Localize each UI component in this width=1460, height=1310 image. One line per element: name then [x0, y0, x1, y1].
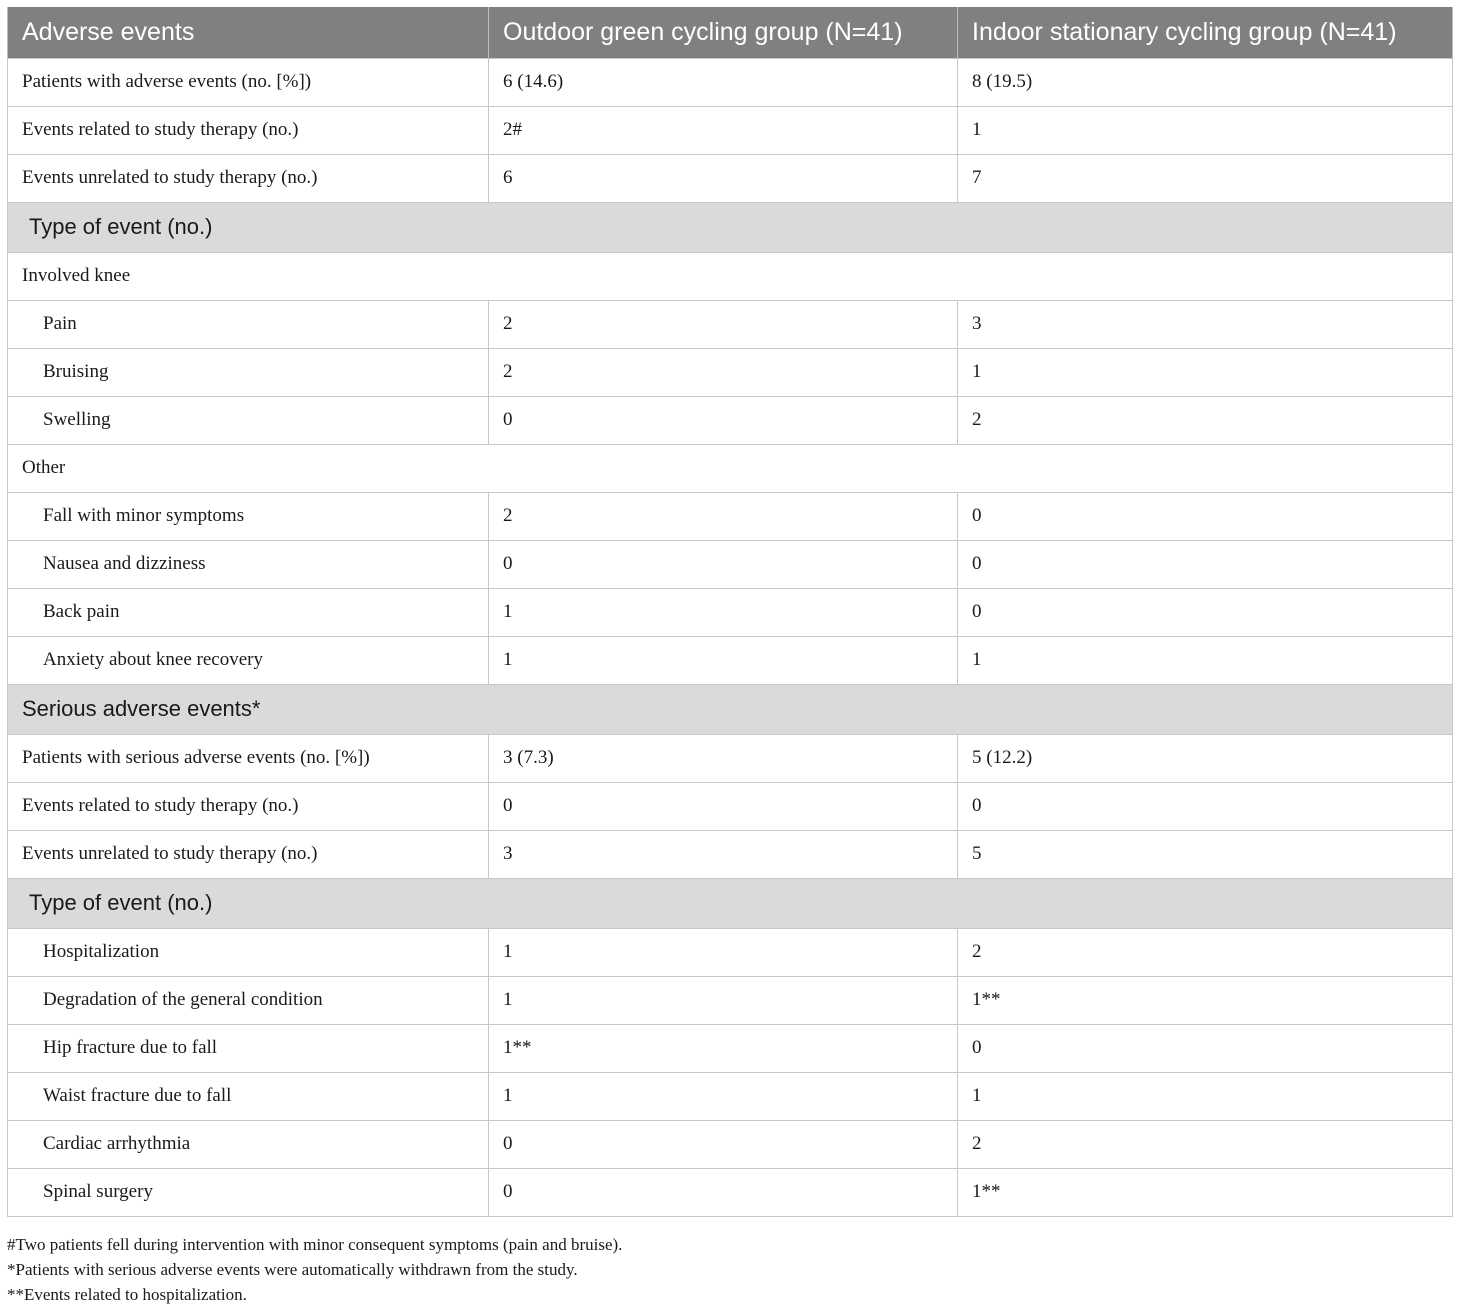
row-label: Pain	[8, 300, 489, 348]
indoor-value: 1	[958, 348, 1453, 396]
header-adverse-events: Adverse events	[8, 7, 489, 58]
table-row	[8, 1168, 1453, 1216]
footnote-asterisk: *Patients with serious adverse events were automatically withdrawn from the study.	[7, 1260, 578, 1279]
outdoor-value: 6 (14.6)	[489, 58, 958, 106]
table-row	[8, 636, 1453, 684]
subgroup-label-involved-knee: Involved knee	[8, 252, 1453, 300]
indoor-value: 1**	[958, 1168, 1453, 1216]
indoor-value: 0	[958, 588, 1453, 636]
indoor-value: 7	[958, 154, 1453, 202]
table-row	[8, 252, 1453, 300]
outdoor-value: 2	[489, 492, 958, 540]
row-label: Back pain	[8, 588, 489, 636]
table-row	[8, 782, 1453, 830]
table-row	[8, 830, 1453, 878]
table-row	[8, 588, 1453, 636]
header-outdoor-group: Outdoor green cycling group (N=41)	[489, 7, 958, 58]
row-label: Events unrelated to study therapy (no.)	[8, 154, 489, 202]
table-row	[8, 1072, 1453, 1120]
outdoor-value: 1	[489, 636, 958, 684]
row-label: Hip fracture due to fall	[8, 1024, 489, 1072]
table-footnotes	[7, 1232, 1452, 1307]
header-indoor-group: Indoor stationary cycling group (N=41)	[958, 7, 1453, 58]
indoor-value: 1	[958, 106, 1453, 154]
table-row	[8, 1120, 1453, 1168]
outdoor-value: 0	[489, 1168, 958, 1216]
table-row	[8, 396, 1453, 444]
indoor-value: 2	[958, 396, 1453, 444]
row-label: Swelling	[8, 396, 489, 444]
section-type-of-event: Type of event (no.)	[8, 202, 1453, 252]
indoor-value: 3	[958, 300, 1453, 348]
subgroup-label-other: Other	[8, 444, 1453, 492]
row-label: Events unrelated to study therapy (no.)	[8, 830, 489, 878]
indoor-value: 0	[958, 492, 1453, 540]
indoor-value: 1**	[958, 976, 1453, 1024]
outdoor-value: 2	[489, 300, 958, 348]
outdoor-value: 1	[489, 928, 958, 976]
indoor-value: 8 (19.5)	[958, 58, 1453, 106]
row-label: Patients with adverse events (no. [%])	[8, 58, 489, 106]
row-label: Events related to study therapy (no.)	[8, 106, 489, 154]
table-row	[8, 928, 1453, 976]
outdoor-value: 0	[489, 396, 958, 444]
adverse-events-table-container	[7, 7, 1452, 1217]
row-label: Anxiety about knee recovery	[8, 636, 489, 684]
outdoor-value: 3 (7.3)	[489, 734, 958, 782]
footnote-double-asterisk: **Events related to hospitalization.	[7, 1285, 247, 1304]
outdoor-value: 0	[489, 540, 958, 588]
table-row	[8, 492, 1453, 540]
row-label: Patients with serious adverse events (no. [%])	[8, 734, 489, 782]
row-label: Hospitalization	[8, 928, 489, 976]
table-row	[8, 540, 1453, 588]
indoor-value: 1	[958, 636, 1453, 684]
indoor-value: 5	[958, 830, 1453, 878]
outdoor-value: 0	[489, 1120, 958, 1168]
row-label: Fall with minor symptoms	[8, 492, 489, 540]
table-row	[8, 444, 1453, 492]
outdoor-value: 1	[489, 976, 958, 1024]
section-serious-adverse-events: Serious adverse events*	[8, 684, 1453, 734]
table-row	[8, 1024, 1453, 1072]
adverse-events-table	[7, 7, 1453, 1217]
indoor-value: 0	[958, 782, 1453, 830]
indoor-value: 1	[958, 1072, 1453, 1120]
outdoor-value: 1**	[489, 1024, 958, 1072]
outdoor-value: 2	[489, 348, 958, 396]
table-row	[8, 58, 1453, 106]
section-header-row	[8, 878, 1453, 928]
row-label: Nausea and dizziness	[8, 540, 489, 588]
outdoor-value: 0	[489, 782, 958, 830]
table-row	[8, 106, 1453, 154]
table-row	[8, 348, 1453, 396]
indoor-value: 0	[958, 540, 1453, 588]
table-row	[8, 154, 1453, 202]
row-label: Degradation of the general condition	[8, 976, 489, 1024]
indoor-value: 2	[958, 928, 1453, 976]
row-label: Spinal surgery	[8, 1168, 489, 1216]
indoor-value: 5 (12.2)	[958, 734, 1453, 782]
row-label: Waist fracture due to fall	[8, 1072, 489, 1120]
table-row	[8, 976, 1453, 1024]
section-header-row	[8, 684, 1453, 734]
row-label: Cardiac arrhythmia	[8, 1120, 489, 1168]
outdoor-value: 3	[489, 830, 958, 878]
table-header-row	[8, 7, 1453, 58]
section-type-of-event: Type of event (no.)	[8, 878, 1453, 928]
outdoor-value: 1	[489, 588, 958, 636]
outdoor-value: 2#	[489, 106, 958, 154]
footnote-hash: #Two patients fell during intervention with minor consequent symptoms (pain and bruise).	[7, 1235, 623, 1254]
table-row	[8, 300, 1453, 348]
outdoor-value: 6	[489, 154, 958, 202]
outdoor-value: 1	[489, 1072, 958, 1120]
row-label: Events related to study therapy (no.)	[8, 782, 489, 830]
row-label: Bruising	[8, 348, 489, 396]
section-header-row	[8, 202, 1453, 252]
indoor-value: 2	[958, 1120, 1453, 1168]
indoor-value: 0	[958, 1024, 1453, 1072]
table-row	[8, 734, 1453, 782]
